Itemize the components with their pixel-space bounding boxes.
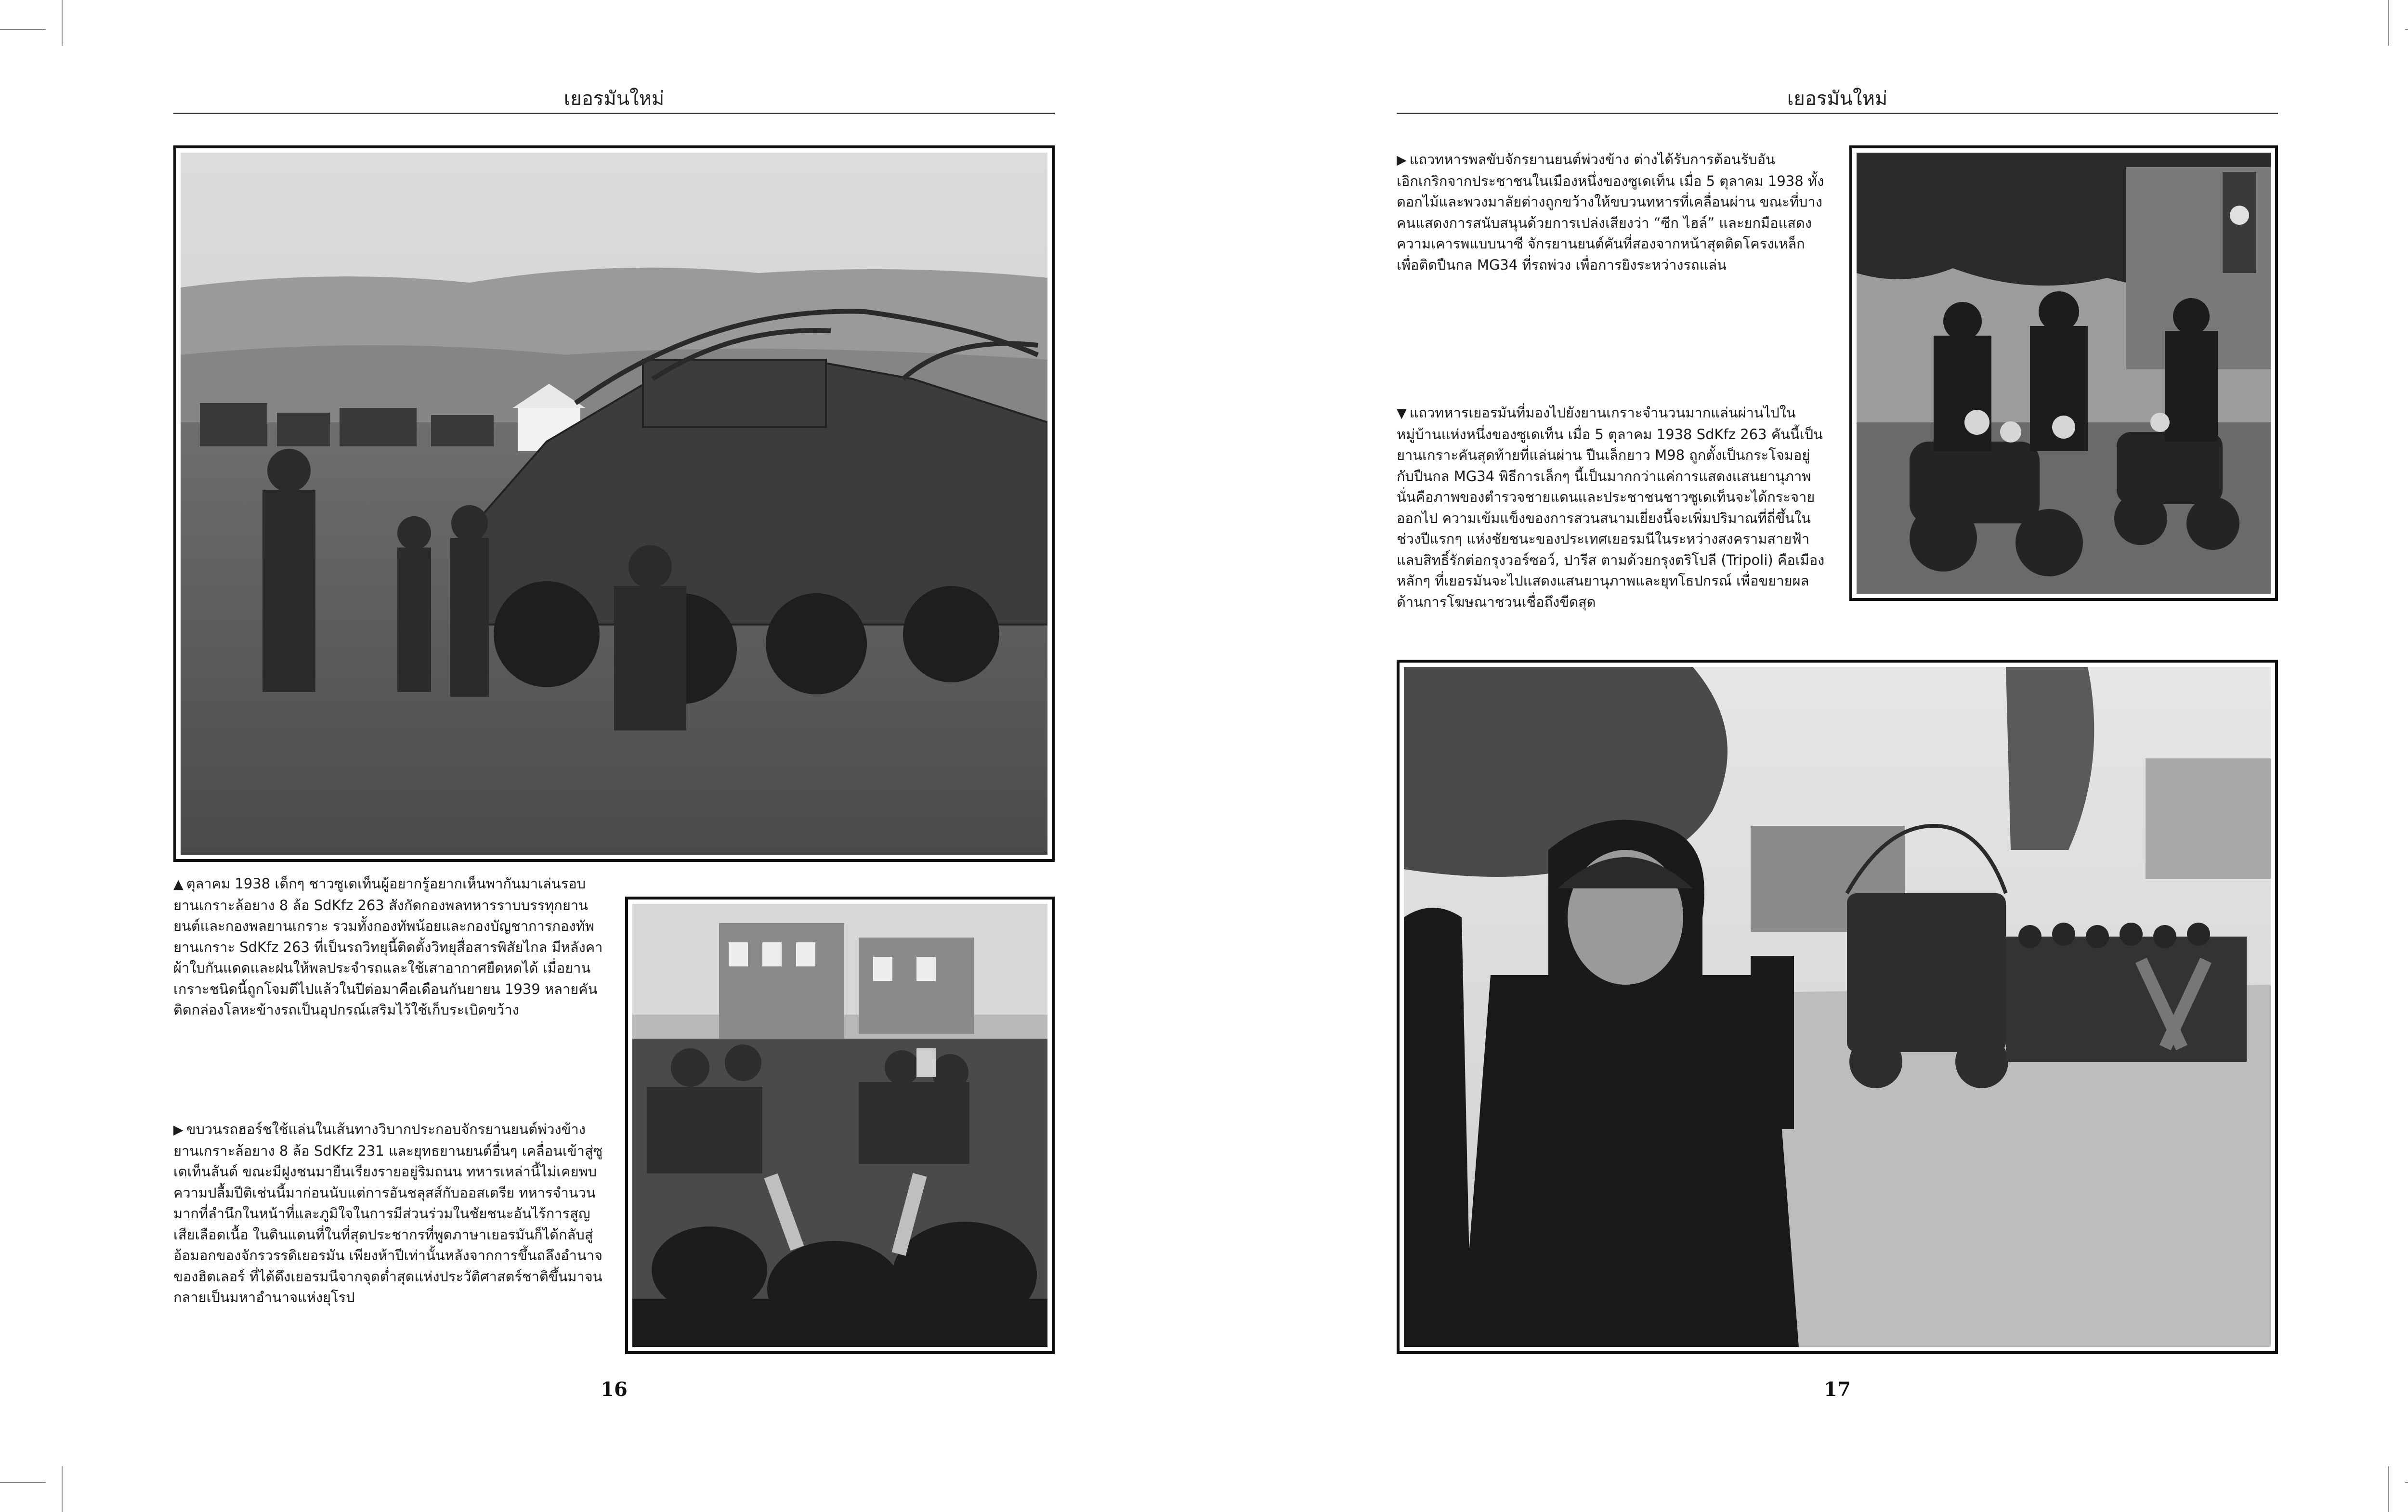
caption-text: แถวทหารเยอรมันที่มองไปยังยานเกราะจำนวนมากแล่นผ่านไปในหมู่บ้านแห่งหนึ่งของซูเดเท็น เมื่อ 5 ตุลาคม 1938 SdKfz 263 คันนี้เป็นยานเกราะคันสุดท้ายที่แล่นผ่าน ปืนเล็กยาว M98 ถูกตั้งเป็นกระโจมอยู่กับปืนกล MG34 พิธีการเล็กๆ นี้เป็นมากกว่าแค่การแสดงแสนยานุภาพ นั่นคือภาพของตำรวจชายแดนและประชาชนชาวซูเดเท็นจะได้กระจายออกไป ความเข้มแข็งของการสวนสนามเยี่ยงนี้จะเพิ่มปริมาณที่ถี่ขึ้นในช่วงปีแรกๆ แห่งชัยชนะของประเทศเยอรมนีในระหว่างสงครามสายฟ้าแลบสิทธิ์รักต่อกรุงวอร์ซอว์, ปารีส ตามด้วยกรุงตริโปลี (Tripoli) คือเมืองหลักๆ ที่เยอรมันจะไปแสดงแสนยานุภาพและยุทโธปกรณ์ เพื่อขยายผลด้านการโฆษณาชวนเชื่อถึงขีดสุด bbox=[1397, 404, 1825, 610]
caption-text: ขบวนรถฮอร์ชใช้แล่นในเส้นทางวิบากประกอบจักรยานยนต์พ่วงข้าง ยานเกราะล้อยาง 8 ล้อ SdKfz 231 และยุทธยานยนต์อื่นๆ เคลื่อนเข้าสู่ซูเดเท็นลันด์ ขณะมีฝูงชนมายืนเรียงรายอยู่ริมถนน ทหารเหล่านี้ไม่เคยพบความปลื้มปีติเช่นนี้มาก่อนนับแต่การอันชลุสส์กับออสเตรีย ทหารจำนวนมากที่ลำนึกในหน้าที่และภูมิใจในการมีส่วนร่วมในชัยชนะอันไร้การสูญเสียเลือดเนื้อ ในดินแดนที่ในที่สุดประชากรที่พูดภาษาเยอรมันก็ได้กลับสู่อ้อมอกของจักรวรรดิเยอรมัน เพียงห้าปีเท่านั้นหลังจากการขึ้นถลึงอำนาจของฮิตเลอร์ ที่ได้ดึงเยอรมนีจากจุดต่ำสุดแห่งประวัติศาสตร์ชาติขึ้นมาจนกลายเป็นมหาอำนาจแห่งยุโรป bbox=[173, 1121, 603, 1305]
page-number: 17 bbox=[1824, 1378, 1851, 1401]
crop-mark bbox=[0, 1482, 46, 1483]
crop-mark bbox=[2405, 1482, 2408, 1483]
caption-convoy bbox=[173, 1119, 607, 1360]
crop-mark bbox=[62, 1466, 63, 1512]
caption-text: ตุลาคม 1938 เด็กๆ ชาวซูเดเท็นผู้อยากรู้อยากเห็นพากันมาเล่นรอบยานเกราะล้อยาง 8 ล้อ SdKfz 263 สังกัดกองพลทหารราบบรรทุกยานยนต์และกองพลยานเกราะ รวมทั้งกองทัพน้อยและกองบัญชาการกองทัพ ยานเกราะ SdKfz 263 ที่เป็นรถวิทยุนี้ติดตั้งวิทยุสื่อสารพิสัยไกล มีหลังคาผ้าใบกันแดดและฝนให้พลประจำรถและใช้เสาอากาศยืดหดได้ เมื่อยานเกราะชนิดนี้ถูกโจมตีไปแล้วในปีต่อมาคือเดือนกันยายน 1939 หลายคันติดกล่องโลหะข้างรถเป็นอุปกรณ์เสริมไว้ใช้เก็บระเบิดขว้าง bbox=[173, 875, 603, 1018]
caption-text: แถวทหารพลขับจักรยานยนต์พ่วงข้าง ต่างได้รับการต้อนรับอันเอิกเกริกจากประชาชนในเมืองหนึ่งของซูเดเท็น เมื่อ 5 ตุลาคม 1938 ทั้งดอกไม้และพวงมาลัยต่างถูกขว้างให้ขบวนทหารที่เคลื่อนผ่าน ขณะที่บางคนแสดงการสนับสนุนด้วยการเปล่งเสียงว่า “ซีก ไฮล์” และยกมือแสดงความเคารพแบบนาซี จักรยานยนต์คันที่สองจากหน้าสุดติดโครงเหล็กเพื่อติดปืนกล MG34 ที่รถพ่วง เพื่อการยิงระหว่างรถแล่น bbox=[1397, 151, 1824, 273]
caption-motorcycles bbox=[1397, 149, 1825, 315]
page-number: 16 bbox=[601, 1378, 628, 1401]
header-rule bbox=[1397, 113, 2278, 114]
header-rule bbox=[173, 113, 1055, 114]
photo-armored-car bbox=[173, 145, 1055, 862]
caption-mark: ▶ bbox=[1397, 153, 1407, 168]
right-page bbox=[1226, 0, 2408, 1512]
photo-soldiers bbox=[1397, 660, 2278, 1354]
crop-mark bbox=[0, 29, 46, 30]
photo-convoy bbox=[625, 897, 1055, 1354]
crop-mark bbox=[2388, 1466, 2389, 1512]
caption-mark: ▲ bbox=[173, 877, 183, 892]
photo-motorcycles bbox=[1849, 145, 2278, 601]
caption-mark: ▶ bbox=[173, 1122, 183, 1137]
crop-mark bbox=[2388, 0, 2389, 46]
running-header: เยอรมันใหม่ bbox=[1787, 88, 1888, 110]
crop-mark bbox=[62, 0, 63, 46]
running-header: เยอรมันใหม่ bbox=[563, 88, 665, 110]
soldiers-image bbox=[1404, 667, 2271, 1347]
convoy-image bbox=[632, 904, 1047, 1347]
caption-armored-car bbox=[173, 873, 607, 1064]
motorcycles-image bbox=[1857, 153, 2271, 594]
armored-car-image bbox=[181, 153, 1047, 855]
caption-mark: ▼ bbox=[1397, 406, 1407, 421]
crop-mark bbox=[2405, 29, 2408, 30]
